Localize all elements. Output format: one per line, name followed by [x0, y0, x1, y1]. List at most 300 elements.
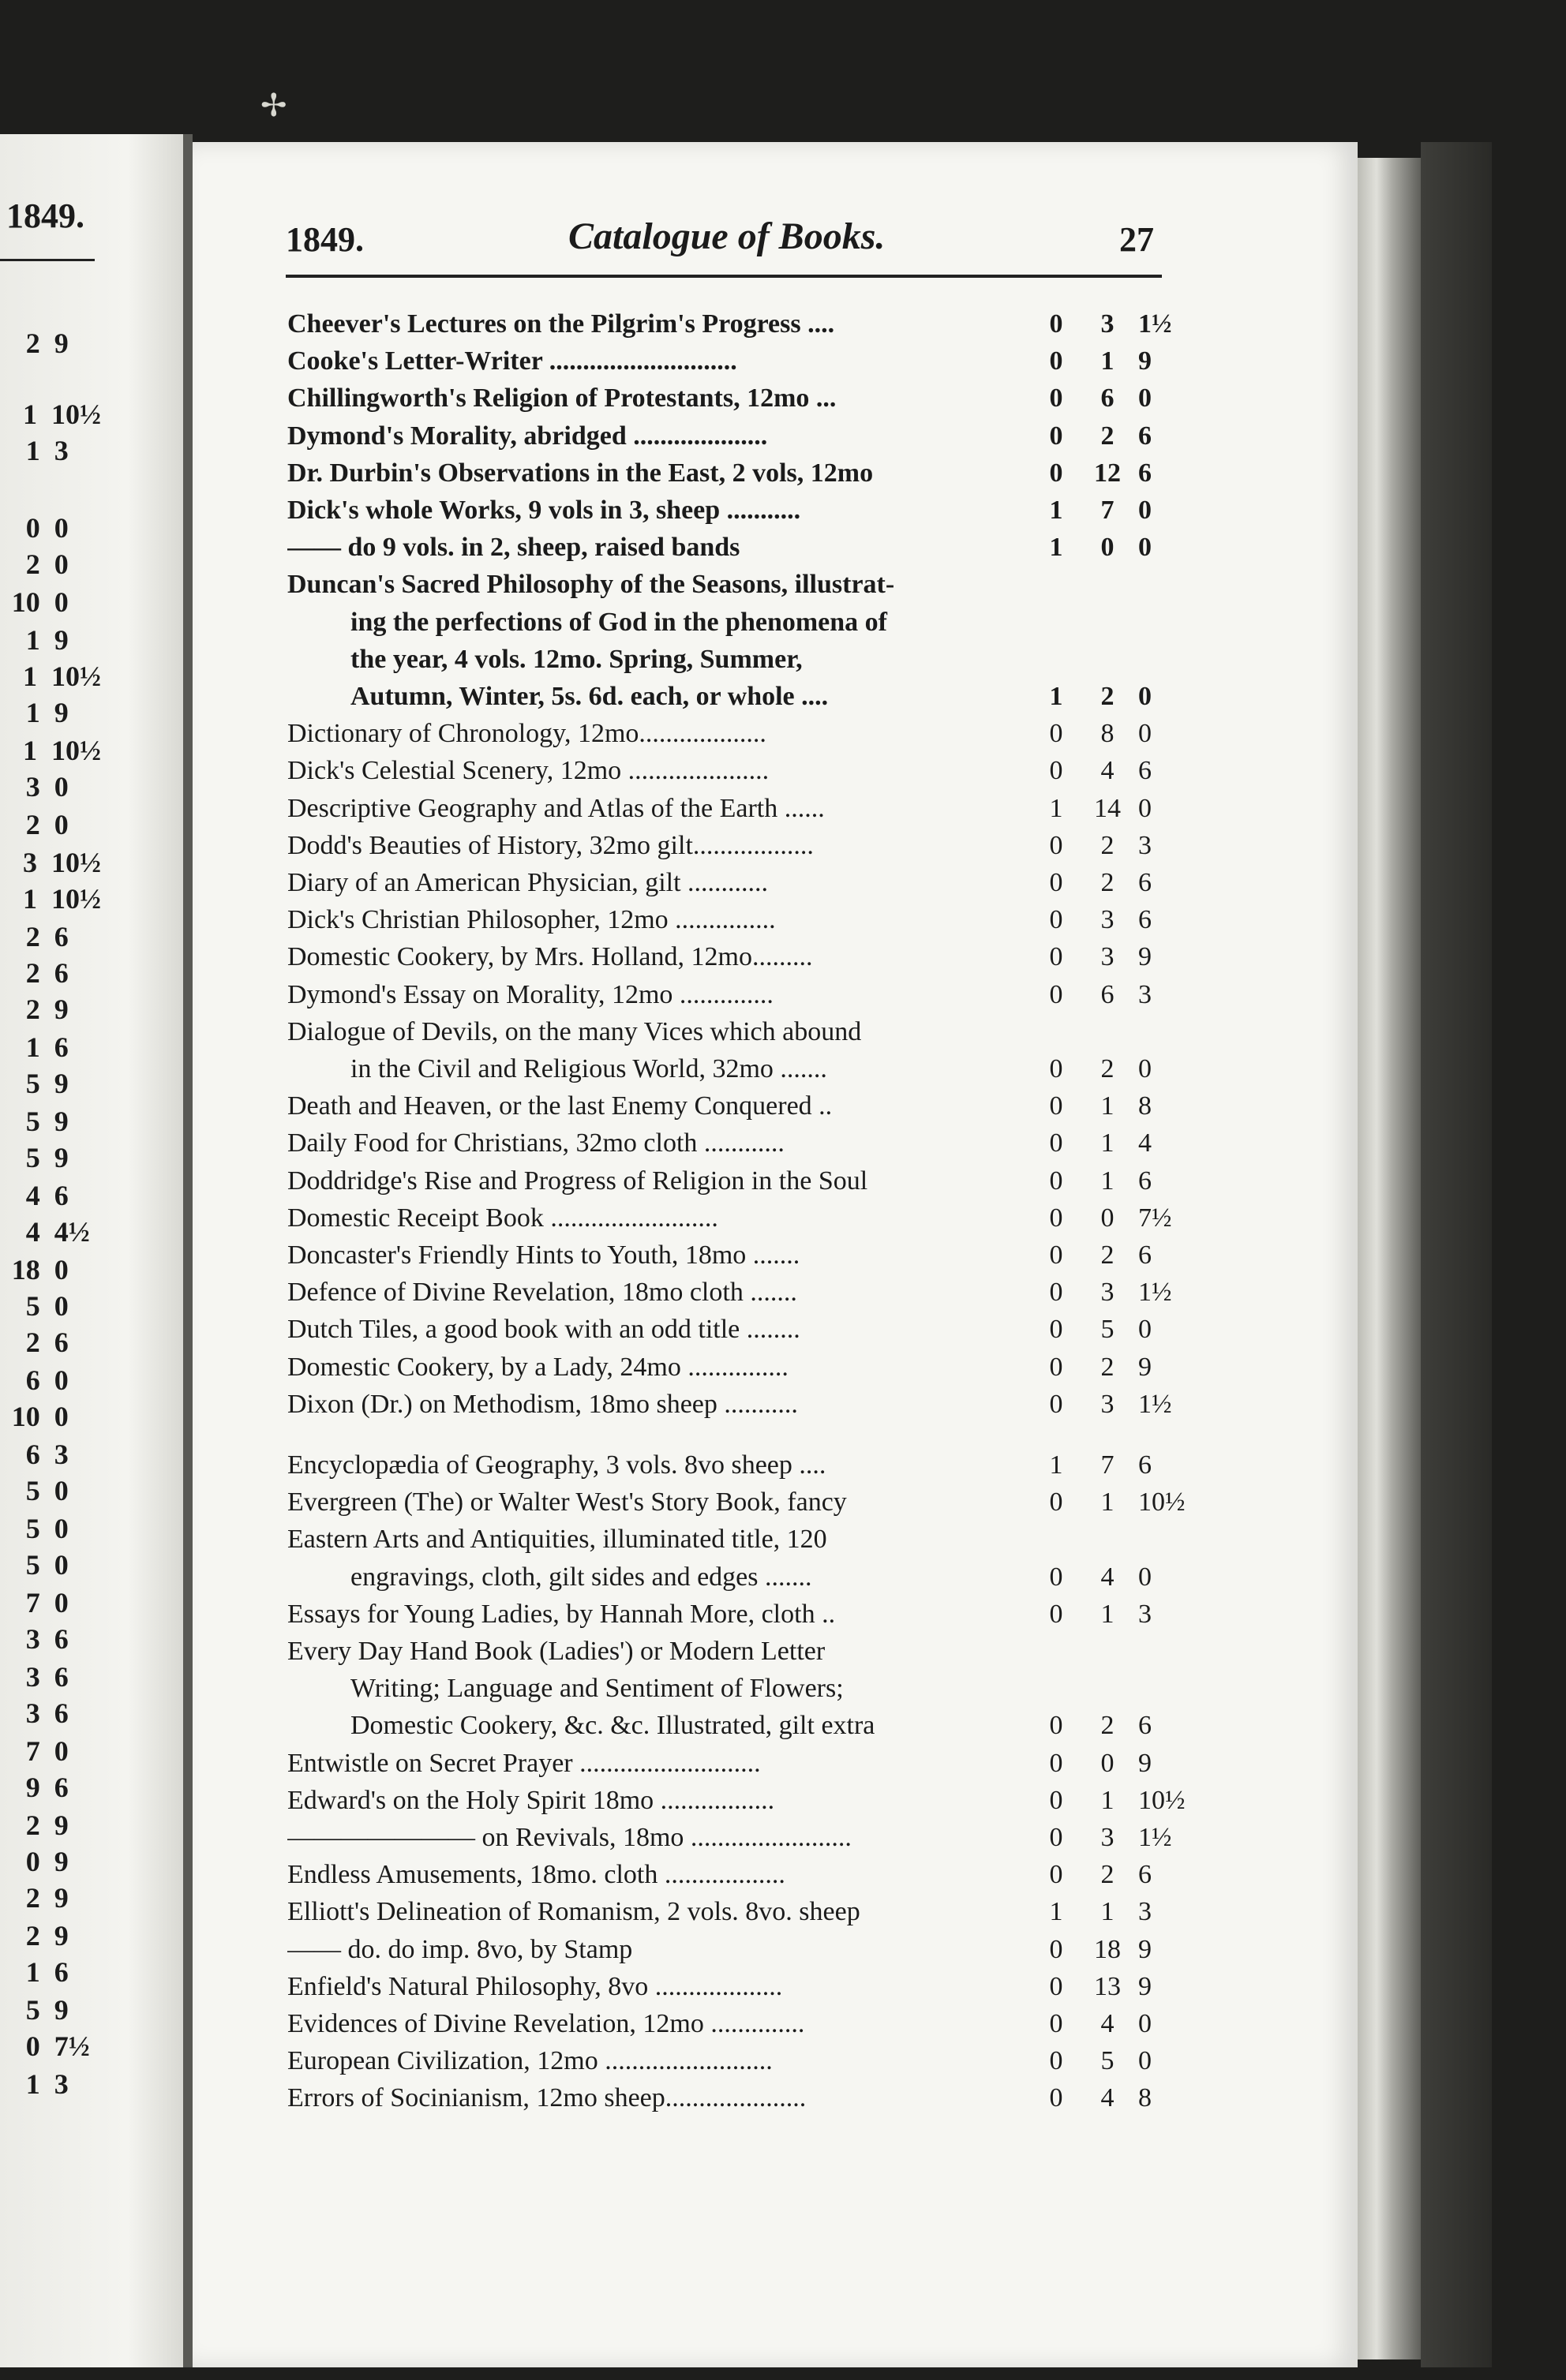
- left-pence: 9: [54, 327, 69, 359]
- left-price-row: [0, 1512, 99, 1545]
- entry-title: ——————— on Revivals, 18mo ........................: [287, 1823, 852, 1852]
- left-price-row: [0, 1586, 99, 1619]
- price-shillings: 7: [1100, 496, 1115, 525]
- price-pence: 9: [1138, 1748, 1152, 1778]
- catalogue-entry: [287, 455, 1171, 492]
- price-shillings: 5: [1100, 2046, 1115, 2076]
- left-pence: 0: [54, 1364, 69, 1396]
- entry-title: Evidences of Divine Revelation, 12mo ..............: [287, 2009, 805, 2038]
- price-pounds: 0: [1049, 1352, 1063, 1382]
- left-pence: 9: [54, 1809, 69, 1841]
- price-pence: 0: [1138, 1054, 1152, 1083]
- entry-title: Dictionary of Chronology, 12mo...................: [287, 719, 766, 749]
- price-shillings: 2: [1100, 868, 1115, 897]
- price-pounds: 0: [1049, 1748, 1063, 1778]
- left-shillings: 18: [11, 1254, 40, 1285]
- left-price-row: [0, 434, 99, 467]
- left-pence: 6: [54, 1956, 69, 1988]
- entry-title: Dodd's Beauties of History, 32mo gilt..................: [287, 830, 814, 860]
- entry-title: Writing; Language and Sentiment of Flowers;: [350, 1674, 844, 1704]
- price-shillings: 3: [1100, 1823, 1115, 1852]
- left-price-row: [0, 1364, 99, 1397]
- entry-title: Chillingworth's Religion of Protestants, 12mo ...: [287, 384, 837, 414]
- price-pence: 1½: [1138, 1389, 1172, 1419]
- price-shillings: 3: [1100, 309, 1115, 339]
- left-price-row: [0, 2030, 99, 2063]
- price-pounds: 0: [1049, 1091, 1063, 1121]
- price-shillings: 4: [1100, 756, 1115, 786]
- left-pence: 0: [54, 1290, 69, 1322]
- entry-title: Dutch Tiles, a good book with an odd title ........: [287, 1315, 800, 1345]
- entry-title: Diary of an American Physician, gilt ............: [287, 868, 769, 897]
- entry-title: Domestic Cookery, &c. &c. Illustrated, gilt extra: [350, 1711, 875, 1741]
- left-shillings: 4: [25, 1180, 40, 1211]
- price-shillings: 3: [1100, 905, 1115, 935]
- entry-title: Descriptive Geography and Atlas of the Earth ......: [287, 793, 825, 823]
- catalogue-entry: [287, 1708, 1171, 1744]
- left-pence: 6: [54, 1180, 69, 1211]
- catalogue-entry: [287, 1312, 1171, 1348]
- left-pence: 9: [54, 1920, 69, 1952]
- catalogue-entry: [287, 1521, 1171, 1558]
- price-shillings: 13: [1094, 1971, 1121, 2001]
- left-price-row: [0, 1253, 99, 1286]
- entry-title: Elliott's Delineation of Romanism, 2 vols. 8vo. sheep: [287, 1897, 860, 1927]
- left-pence: 0: [54, 1401, 69, 1432]
- left-price-row: [0, 696, 99, 729]
- left-shillings: 0: [25, 512, 40, 544]
- price-pence: 6: [1138, 905, 1152, 935]
- price-shillings: 6: [1100, 979, 1115, 1009]
- price-pounds: 0: [1049, 905, 1063, 935]
- entry-title: Domestic Cookery, by a Lady, 24mo ...............: [287, 1352, 789, 1382]
- entry-title: Essays for Young Ladies, by Hannah More, cloth ..: [287, 1599, 836, 1629]
- left-shillings: 1: [25, 435, 40, 466]
- left-price-row: [0, 1955, 99, 1989]
- entry-title: Evergreen (The) or Walter West's Story Book, fancy: [287, 1488, 847, 1517]
- catalogue-entry: [287, 1857, 1171, 1893]
- price-pounds: 0: [1049, 1203, 1063, 1233]
- left-price-row: [0, 660, 99, 693]
- price-pounds: 0: [1049, 1278, 1063, 1308]
- price-shillings: 3: [1100, 1389, 1115, 1419]
- left-pence: 3: [54, 2068, 69, 2100]
- price-pence: 0: [1138, 496, 1152, 525]
- price-shillings: 4: [1100, 2083, 1115, 2113]
- catalogue-entry: [287, 1746, 1171, 1782]
- catalogue-entry: [287, 1447, 1171, 1484]
- left-shillings: 6: [25, 1439, 40, 1470]
- catalogue-entry: [287, 343, 1171, 380]
- left-price-row: [0, 1734, 99, 1768]
- catalogue-entry: [287, 1274, 1171, 1311]
- left-price-row: [0, 1141, 99, 1174]
- left-pence: 4½: [54, 1216, 90, 1248]
- price-pounds: 0: [1049, 1934, 1063, 1964]
- price-pence: 6: [1138, 1166, 1152, 1196]
- ink-mark: ✢: [260, 88, 287, 123]
- entry-title: Domestic Cookery, by Mrs. Holland, 12mo.........: [287, 942, 813, 972]
- left-pence: 10½: [51, 735, 101, 766]
- entry-title: Autumn, Winter, 5s. 6d. each, or whole ....: [350, 682, 829, 711]
- price-pounds: 0: [1049, 756, 1063, 786]
- left-price-row: [0, 993, 99, 1026]
- catalogue-entry: [287, 1820, 1171, 1856]
- entry-title: Cooke's Letter-Writer ............................: [287, 346, 737, 376]
- left-pence: 0: [54, 1513, 69, 1544]
- left-price-row: [0, 548, 99, 581]
- left-pence: 6: [54, 921, 69, 952]
- catalogue-entry: [287, 902, 1171, 938]
- price-shillings: 18: [1094, 1934, 1121, 1964]
- entry-title: —— do 9 vols. in 2, sheep, raised bands: [287, 533, 740, 563]
- entry-title: ing the perfections of God in the phenomena of: [350, 607, 887, 637]
- catalogue-entry: [287, 716, 1171, 752]
- price-pence: 6: [1138, 1860, 1152, 1890]
- left-price-row: [0, 770, 99, 803]
- header-rule: [286, 275, 1162, 278]
- price-shillings: 3: [1100, 942, 1115, 972]
- entry-title: Doncaster's Friendly Hints to Youth, 18mo .......: [287, 1241, 800, 1270]
- left-shillings: 1: [23, 883, 37, 915]
- entry-title: Doddridge's Rise and Progress of Religion in the Soul: [287, 1166, 868, 1196]
- price-pence: 6: [1138, 458, 1152, 488]
- entry-title: Endless Amusements, 18mo. cloth ..................: [287, 1860, 785, 1890]
- left-pence: 6: [54, 1623, 69, 1655]
- entry-title: Encyclopædia of Geography, 3 vols. 8vo sheep ....: [287, 1450, 826, 1480]
- price-pounds: 0: [1049, 421, 1063, 451]
- left-price-row: [0, 1993, 99, 2026]
- price-shillings: 1: [1100, 346, 1115, 376]
- entry-title: Dixon (Dr.) on Methodism, 18mo sheep ...........: [287, 1389, 798, 1419]
- left-shillings: 2: [25, 1920, 40, 1952]
- left-shillings: 1: [23, 735, 37, 766]
- entry-title: Dick's whole Works, 9 vols in 3, sheep ...........: [287, 496, 801, 525]
- price-shillings: 1: [1100, 1091, 1115, 1121]
- price-shillings: 2: [1100, 1711, 1115, 1741]
- left-pence: 10½: [51, 399, 101, 430]
- catalogue-entry: [287, 306, 1171, 342]
- price-pence: 6: [1138, 1241, 1152, 1270]
- catalogue-entry: [287, 828, 1171, 864]
- left-price-row: [0, 1031, 99, 1064]
- left-pence: 9: [54, 1106, 69, 1137]
- price-shillings: 1: [1100, 1599, 1115, 1629]
- catalogue-entry: [287, 1237, 1171, 1274]
- price-shillings: 8: [1100, 719, 1115, 749]
- price-pence: 9: [1138, 346, 1152, 376]
- price-pounds: 0: [1049, 1166, 1063, 1196]
- left-price-row: [0, 734, 99, 767]
- price-pounds: 0: [1049, 1054, 1063, 1083]
- entry-title: Dymond's Morality, abridged ....................: [287, 421, 768, 451]
- price-pounds: 0: [1049, 2046, 1063, 2076]
- price-pence: 0: [1138, 1562, 1152, 1592]
- entry-title: Cheever's Lectures on the Pilgrim's Progress ....: [287, 309, 835, 339]
- catalogue-entry: [287, 1596, 1171, 1633]
- left-pence: 6: [54, 1697, 69, 1729]
- left-pence: 9: [54, 1994, 69, 2026]
- left-shillings: 9: [25, 1772, 40, 1803]
- left-shillings: 2: [25, 957, 40, 989]
- price-pence: 6: [1138, 756, 1152, 786]
- entry-title: —— do. do imp. 8vo, by Stamp: [287, 1934, 633, 1964]
- catalogue-entry: [287, 2043, 1171, 2079]
- entry-title: Edward's on the Holy Spirit 18mo .................: [287, 1785, 775, 1815]
- price-shillings: 1: [1100, 1166, 1115, 1196]
- left-pence: 0: [54, 512, 69, 544]
- price-pounds: 0: [1049, 1860, 1063, 1890]
- left-pence: 7½: [54, 2030, 90, 2062]
- left-shillings: 10: [11, 586, 40, 618]
- entry-title: Defence of Divine Revelation, 18mo cloth .......: [287, 1278, 797, 1308]
- left-shillings: 5: [25, 1068, 40, 1099]
- left-price-row: [0, 398, 99, 431]
- price-pounds: 0: [1049, 942, 1063, 972]
- entry-title: European Civilization, 12mo .........................: [287, 2046, 773, 2076]
- left-price-row: [0, 920, 99, 953]
- page-year: 1849.: [286, 220, 364, 259]
- left-shillings: 1: [25, 1956, 40, 1988]
- left-pence: 0: [54, 1735, 69, 1767]
- page-number: 27: [1119, 220, 1154, 259]
- left-price-row: [0, 623, 99, 657]
- price-pounds: 0: [1049, 1599, 1063, 1629]
- left-price-row: [0, 1215, 99, 1248]
- left-pence: 0: [54, 809, 69, 840]
- price-pounds: 0: [1049, 346, 1063, 376]
- left-shillings: 1: [25, 697, 40, 728]
- catalogue-entry: [287, 1894, 1171, 1930]
- left-header-rule: [0, 259, 95, 261]
- left-price-row: [0, 1400, 99, 1433]
- left-price-row: [0, 2068, 99, 2101]
- left-price-row: [0, 808, 99, 841]
- price-pounds: 1: [1049, 793, 1063, 823]
- left-price-row: [0, 1660, 99, 1693]
- price-pounds: 0: [1049, 868, 1063, 897]
- left-pence: 10½: [51, 847, 101, 878]
- left-shillings: 4: [25, 1216, 40, 1248]
- left-price-row: [0, 1548, 99, 1581]
- left-shillings: 0: [25, 2030, 40, 2062]
- price-pence: 0: [1138, 2009, 1152, 2038]
- price-pounds: 0: [1049, 2083, 1063, 2113]
- left-shillings: 5: [25, 1106, 40, 1137]
- left-price-row: [0, 511, 99, 544]
- price-pence: 8: [1138, 2083, 1152, 2113]
- page-edges: [1358, 158, 1421, 2359]
- price-shillings: 2: [1100, 421, 1115, 451]
- price-pounds: 1: [1049, 1897, 1063, 1927]
- price-pounds: 1: [1049, 496, 1063, 525]
- left-price-row: [0, 1105, 99, 1138]
- price-pounds: 1: [1049, 1450, 1063, 1480]
- left-shillings: 5: [25, 1549, 40, 1581]
- price-pence: 0: [1138, 793, 1152, 823]
- catalogue-entry: [287, 1349, 1171, 1386]
- left-shillings: 2: [25, 994, 40, 1025]
- price-pence: 3: [1138, 979, 1152, 1009]
- entry-title: in the Civil and Religious World, 32mo .......: [350, 1054, 827, 1083]
- price-pounds: 0: [1049, 2009, 1063, 2038]
- price-shillings: 14: [1094, 793, 1121, 823]
- left-pence: 10½: [51, 660, 101, 692]
- price-shillings: 2: [1100, 830, 1115, 860]
- left-price-row: [0, 1622, 99, 1656]
- price-shillings: 6: [1100, 384, 1115, 414]
- catalogue-entry: [287, 642, 1171, 678]
- catalogue-entry: [287, 679, 1171, 715]
- catalogue-entry: [287, 2006, 1171, 2042]
- entry-title: Every Day Hand Book (Ladies') or Modern Letter: [287, 1637, 826, 1666]
- entry-title: Errors of Socinianism, 12mo sheep.....................: [287, 2083, 807, 2113]
- left-price-row: [0, 846, 99, 879]
- price-shillings: 7: [1100, 1450, 1115, 1480]
- price-shillings: 1: [1100, 1488, 1115, 1517]
- left-pence: 6: [54, 1327, 69, 1358]
- left-pence: 3: [54, 1439, 69, 1470]
- left-pence: 9: [54, 994, 69, 1025]
- price-pence: 0: [1138, 682, 1152, 711]
- price-pounds: 0: [1049, 1488, 1063, 1517]
- price-pence: 6: [1138, 1450, 1152, 1480]
- entry-title: Daily Food for Christians, 32mo cloth ............: [287, 1128, 785, 1158]
- catalogue-entry: [287, 753, 1171, 789]
- left-shillings: 6: [25, 1364, 40, 1396]
- price-pence: 9: [1138, 1934, 1152, 1964]
- price-pounds: 1: [1049, 533, 1063, 563]
- price-pence: 10½: [1138, 1785, 1186, 1815]
- entry-title: Duncan's Sacred Philosophy of the Seasons, illustrat-: [287, 570, 895, 600]
- price-pence: 1½: [1138, 1278, 1172, 1308]
- catalogue-entry: [287, 2080, 1171, 2116]
- left-price-row: [0, 1326, 99, 1359]
- book-cover-edge: [1421, 142, 1492, 2367]
- price-pounds: 0: [1049, 1389, 1063, 1419]
- price-pence: 6: [1138, 868, 1152, 897]
- left-price-row: [0, 1845, 99, 1878]
- catalogue-entry: [287, 1484, 1186, 1521]
- left-price-row: [0, 1697, 99, 1730]
- left-pence: 6: [54, 1661, 69, 1693]
- price-pence: 0: [1138, 719, 1152, 749]
- price-pence: 6: [1138, 1711, 1152, 1741]
- catalogue-entry: [287, 865, 1171, 901]
- entry-title: Eastern Arts and Antiquities, illuminated title, 120: [287, 1525, 827, 1555]
- left-shillings: 2: [25, 327, 40, 359]
- price-shillings: 4: [1100, 2009, 1115, 2038]
- left-shillings: 5: [25, 1290, 40, 1322]
- left-pence: 6: [54, 1772, 69, 1803]
- price-pounds: 0: [1049, 458, 1063, 488]
- price-pounds: 0: [1049, 1971, 1063, 2001]
- left-pence: 9: [54, 1846, 69, 1877]
- left-price-row: [0, 1809, 99, 1842]
- left-pence: 9: [54, 1068, 69, 1099]
- price-shillings: 12: [1094, 458, 1121, 488]
- price-pounds: 0: [1049, 1785, 1063, 1815]
- price-pence: 10½: [1138, 1488, 1186, 1517]
- left-shillings: 10: [11, 1401, 40, 1432]
- entry-title: Death and Heaven, or the last Enemy Conquered ..: [287, 1091, 833, 1121]
- left-shillings: 2: [25, 921, 40, 952]
- entry-title: Dick's Celestial Scenery, 12mo .....................: [287, 756, 770, 786]
- price-pence: 6: [1138, 421, 1152, 451]
- price-pence: 0: [1138, 2046, 1152, 2076]
- price-shillings: 2: [1100, 1860, 1115, 1890]
- left-price-row: [0, 1067, 99, 1100]
- left-pence: 0: [54, 1587, 69, 1618]
- price-pounds: 0: [1049, 1315, 1063, 1345]
- left-price-row: [0, 1919, 99, 1952]
- price-shillings: 1: [1100, 1897, 1115, 1927]
- left-page-year: 1849.: [6, 196, 84, 235]
- left-price-row: [0, 1438, 99, 1471]
- left-shillings: 3: [25, 1661, 40, 1693]
- left-pence: 9: [54, 1882, 69, 1914]
- price-pence: 0: [1138, 533, 1152, 563]
- left-shillings: 5: [25, 1475, 40, 1506]
- left-price-row: [0, 327, 99, 360]
- price-shillings: 2: [1100, 1241, 1115, 1270]
- left-price-row: [0, 956, 99, 990]
- left-shillings: 3: [25, 1697, 40, 1729]
- price-pence: 1½: [1138, 309, 1172, 339]
- left-pence: 0: [54, 586, 69, 618]
- left-pence: 3: [54, 435, 69, 466]
- left-shillings: 7: [25, 1735, 40, 1767]
- price-pence: 0: [1138, 1315, 1152, 1345]
- left-price-row: [0, 586, 99, 619]
- price-shillings: 3: [1100, 1278, 1115, 1308]
- catalogue-entry: [287, 1200, 1171, 1237]
- price-shillings: 0: [1100, 533, 1115, 563]
- catalogue-entry: [287, 492, 1171, 529]
- left-shillings: 1: [25, 1031, 40, 1063]
- left-shillings: 1: [23, 399, 37, 430]
- catalogue-entry: [287, 1932, 1171, 1968]
- entry-title: Enfield's Natural Philosophy, 8vo ...................: [287, 1971, 783, 2001]
- price-pounds: 0: [1049, 384, 1063, 414]
- catalogue-entry: [287, 380, 1171, 417]
- left-pence: 0: [54, 771, 69, 803]
- left-shillings: 2: [25, 1882, 40, 1914]
- entry-title: engravings, cloth, gilt sides and edges .......: [350, 1562, 812, 1592]
- left-pence: 6: [54, 957, 69, 989]
- price-pence: 3: [1138, 1897, 1152, 1927]
- catalogue-entry: [287, 1386, 1171, 1423]
- price-pounds: 0: [1049, 1128, 1063, 1158]
- left-shillings: 1: [23, 660, 37, 692]
- price-pence: 9: [1138, 1971, 1152, 2001]
- entry-title: the year, 4 vols. 12mo. Spring, Summer,: [350, 644, 803, 674]
- price-shillings: 2: [1100, 1054, 1115, 1083]
- price-pounds: 0: [1049, 830, 1063, 860]
- catalogue-entry: [287, 1163, 1171, 1199]
- price-shillings: 1: [1100, 1785, 1115, 1815]
- price-pounds: 0: [1049, 1711, 1063, 1741]
- catalogue-entry: [287, 1671, 1171, 1707]
- left-shillings: 3: [23, 847, 37, 878]
- catalogue-entry: [287, 418, 1171, 455]
- price-shillings: 1: [1100, 1128, 1115, 1158]
- catalogue-entry: [287, 567, 1171, 603]
- left-shillings: 5: [25, 1994, 40, 2026]
- catalogue-entry: [287, 1559, 1171, 1596]
- price-pounds: 1: [1049, 682, 1063, 711]
- price-shillings: 2: [1100, 682, 1115, 711]
